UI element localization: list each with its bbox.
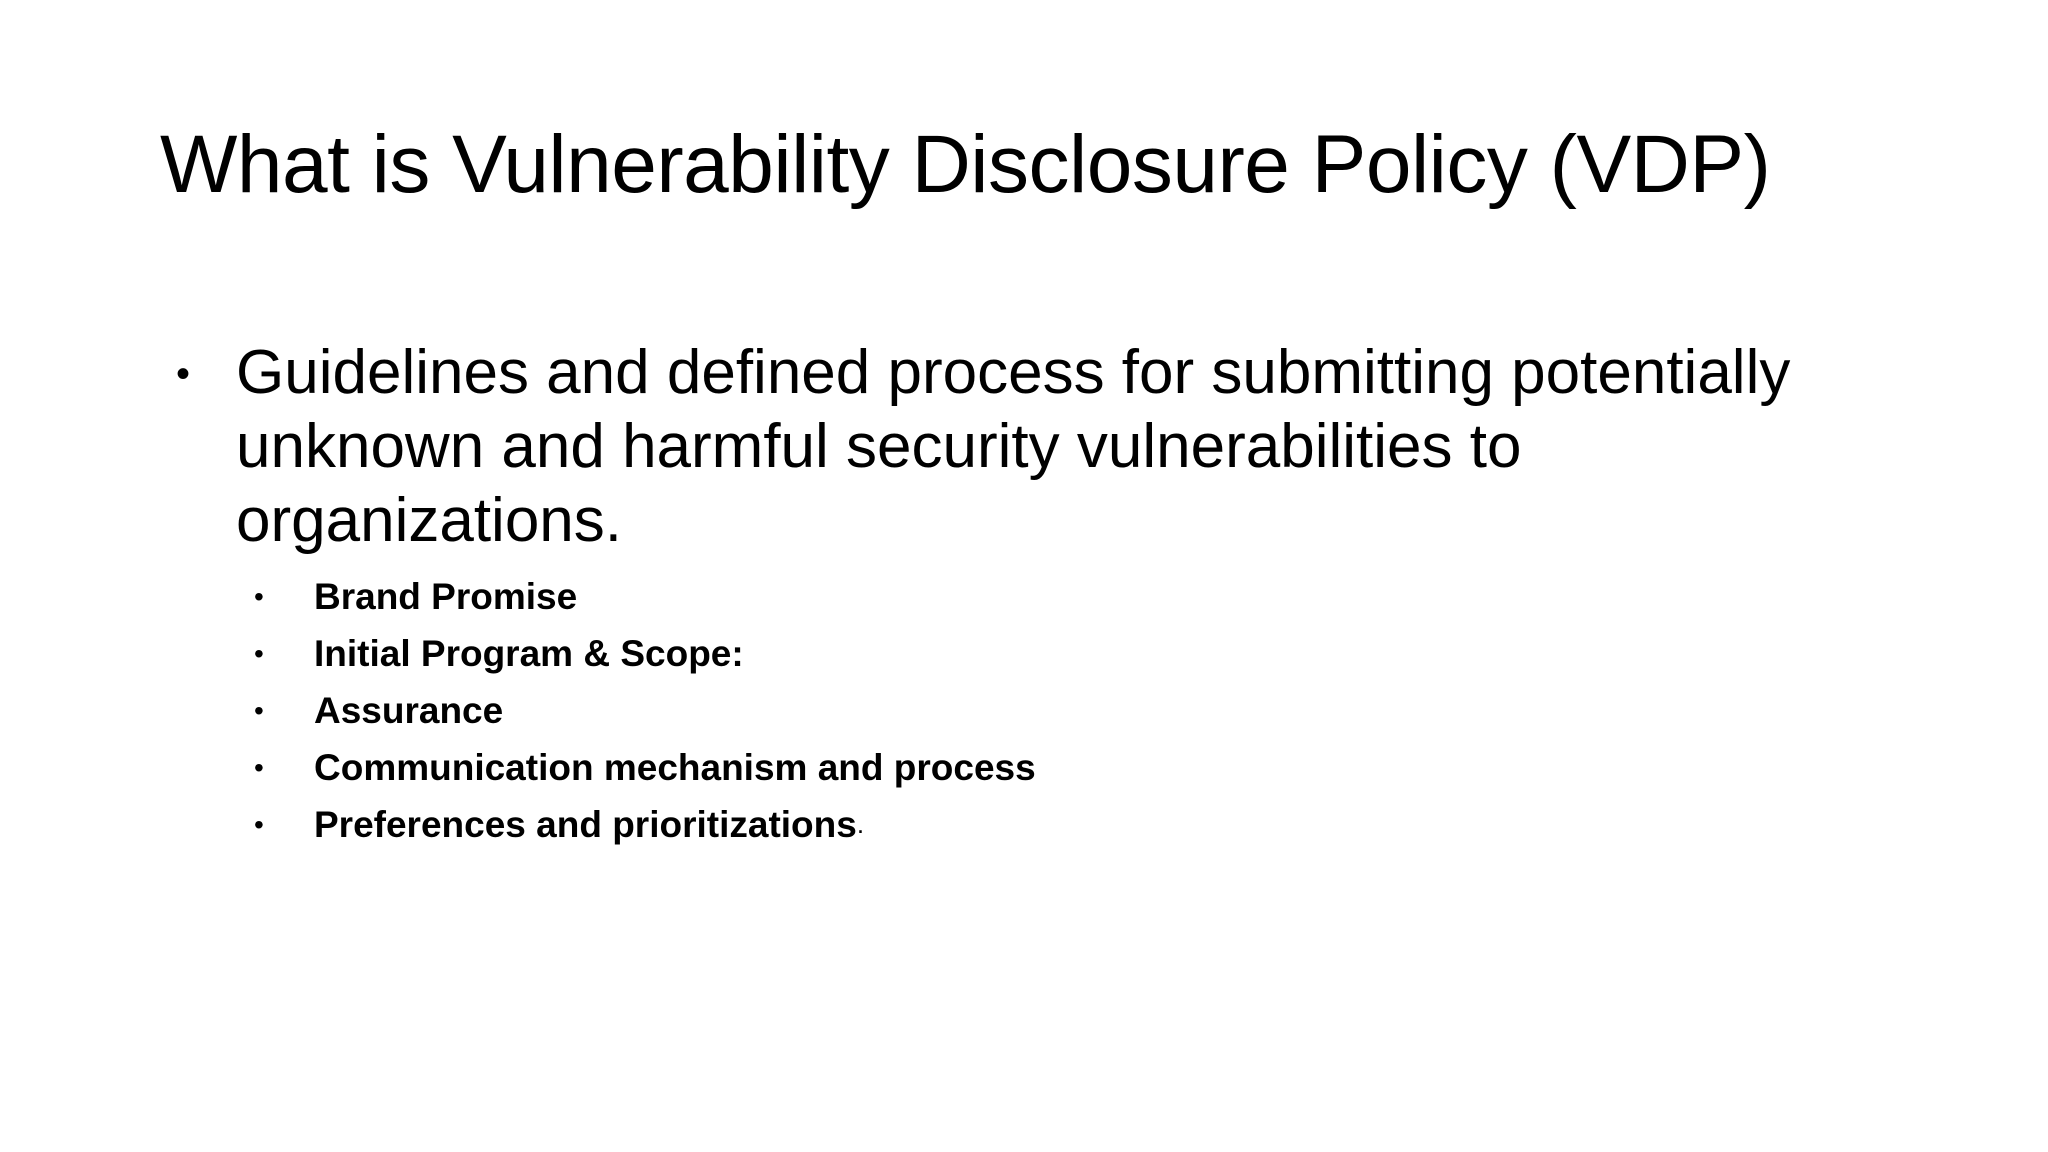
bullet-icon: • xyxy=(254,808,264,840)
sub-bullet-item xyxy=(254,796,1036,853)
bullet-icon: • xyxy=(254,694,264,726)
bullet-icon: • xyxy=(176,352,191,396)
sub-bullet-label: Preferences and prioritizations xyxy=(314,803,857,845)
sub-bullet-label: Assurance xyxy=(314,689,504,731)
sub-bullet-item xyxy=(254,682,1036,739)
sub-bullet-period: . xyxy=(856,809,865,839)
sub-bullet-item xyxy=(254,739,1036,796)
bullet-icon: • xyxy=(254,751,264,783)
main-bullet xyxy=(176,336,1896,558)
sub-bullet-label: Initial Program & Scope: xyxy=(314,632,744,674)
sub-bullet-list xyxy=(254,568,1036,853)
slide-title: What is Vulnerability Disclosure Policy (VDP) xyxy=(160,119,1771,210)
sub-bullet-item xyxy=(254,568,1036,625)
main-bullet-text: Guidelines and defined process for submitting potentially unknown and harmful security vulnerabilities to organizations. xyxy=(236,338,1791,555)
sub-bullet-label: Communication mechanism and process xyxy=(314,746,1036,788)
bullet-icon: • xyxy=(254,637,264,669)
bullet-icon: • xyxy=(254,580,264,612)
sub-bullet-item xyxy=(254,625,1036,682)
sub-bullet-label: Brand Promise xyxy=(314,575,578,617)
